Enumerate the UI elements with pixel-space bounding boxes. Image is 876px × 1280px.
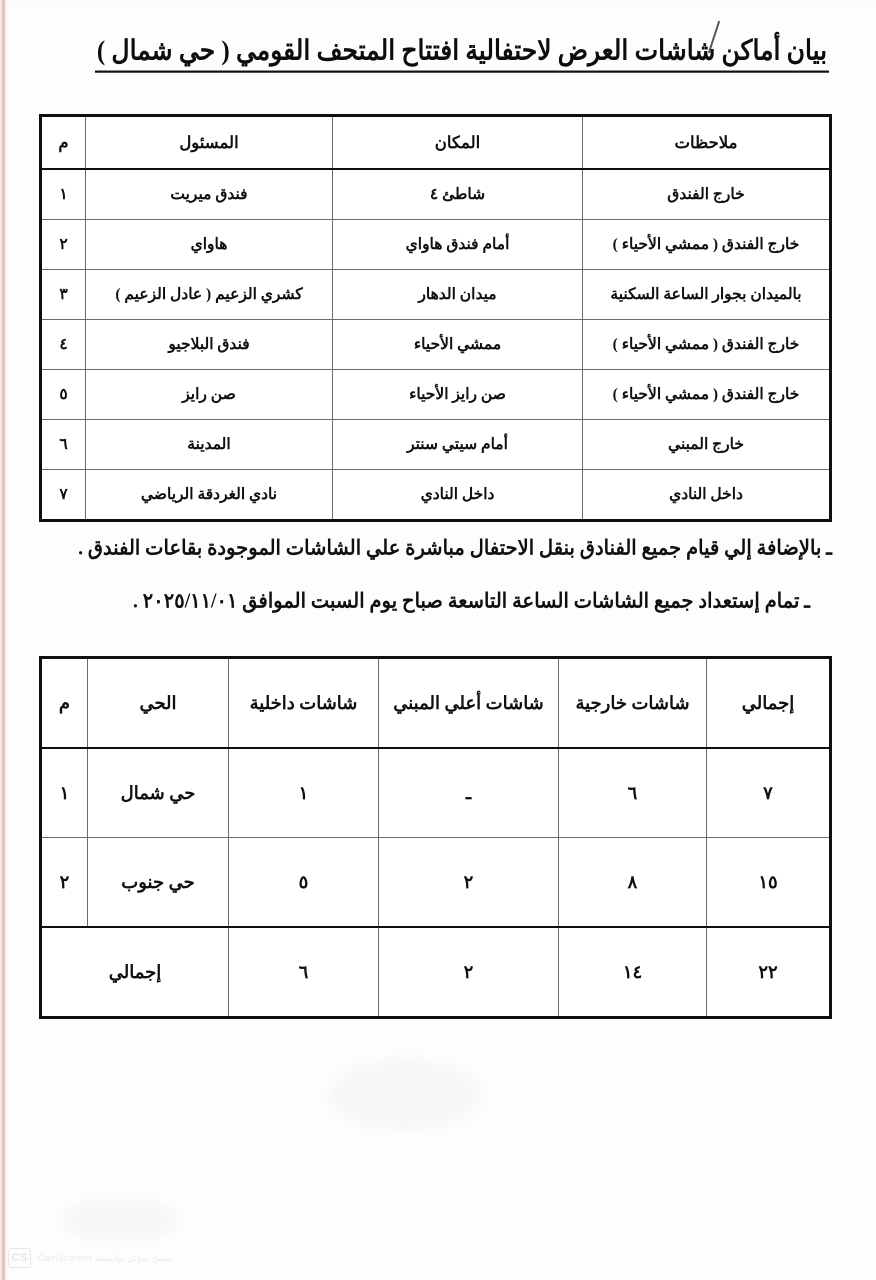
column-header-outer-screens: شاشات خارجية xyxy=(559,658,707,749)
cell-place: ميدان الدهار xyxy=(333,270,583,320)
table-row xyxy=(41,169,831,220)
summary-header-row xyxy=(41,658,831,749)
cell-notes: داخل النادي xyxy=(583,470,831,521)
cell-total: ٢٢ xyxy=(707,927,831,1018)
cell-total: ٧ xyxy=(707,748,831,838)
column-header-number: م xyxy=(41,658,88,749)
table-row xyxy=(41,220,831,270)
cell-place: أمام سيتي سنتر xyxy=(333,420,583,470)
page-title: بيان أماكن شاشات العرض لاحتفالية افتتاح المتحف القومي ( حي شمال ) xyxy=(95,34,829,73)
column-header-responsible: المسئول xyxy=(86,116,333,170)
note-line-readiness-time: ـ تمام إستعداد جميع الشاشات الساعة التاسعة صباح يوم السبت الموافق ٢٠٢٥/١١/٠١ . xyxy=(133,590,810,613)
column-header-number: م xyxy=(41,116,86,170)
table-header-row xyxy=(41,116,831,170)
notes-section xyxy=(40,534,832,641)
column-header-notes: ملاحظات xyxy=(583,116,831,170)
cell-number: ٢ xyxy=(41,220,86,270)
cell-total: ١٥ xyxy=(707,838,831,928)
table-row xyxy=(41,838,831,928)
cell-number: ٤ xyxy=(41,320,86,370)
column-header-inner-screens: شاشات داخلية xyxy=(229,658,379,749)
camscanner-watermark-text: CamScanner بمسح ضوئي بواسطة xyxy=(38,1252,174,1263)
table-row xyxy=(41,320,831,370)
cell-place: صن رايز الأحياء xyxy=(333,370,583,420)
table-row xyxy=(41,270,831,320)
cell-rooftop-screens: ٢ xyxy=(379,927,559,1018)
cell-number: ٧ xyxy=(41,470,86,521)
cell-responsible: نادي الغردقة الرياضي xyxy=(86,470,333,521)
cell-notes: بالميدان بجوار الساعة السكنية xyxy=(583,270,831,320)
cell-number: ١ xyxy=(41,748,88,838)
column-header-place: المكان xyxy=(333,116,583,170)
cell-rooftop-screens: ٢ xyxy=(379,838,559,928)
cell-responsible: المدينة xyxy=(86,420,333,470)
camscanner-badge-icon: CS xyxy=(8,1248,31,1268)
cell-responsible: هاواي xyxy=(86,220,333,270)
cell-responsible: صن رايز xyxy=(86,370,333,420)
table-total-row xyxy=(41,927,831,1018)
cell-number: ٣ xyxy=(41,270,86,320)
note-line-hotels-broadcast: ـ بالإضافة إلي قيام جميع الفنادق بنقل الاحتفال مباشرة علي الشاشات الموجودة بقاعات الفندق . xyxy=(78,537,832,560)
cell-number: ٦ xyxy=(41,420,86,470)
cell-outer-screens: ٦ xyxy=(559,748,707,838)
cell-place: ممشي الأحياء xyxy=(333,320,583,370)
cell-responsible: فندق البلاجيو xyxy=(86,320,333,370)
column-header-district: الحي xyxy=(88,658,229,749)
column-header-rooftop-screens: شاشات أعلي المبني xyxy=(379,658,559,749)
cell-notes: خارج الفندق xyxy=(583,169,831,220)
cell-total-label: إجمالي xyxy=(41,927,229,1018)
cell-notes: خارج الفندق ( ممشي الأحياء ) xyxy=(583,370,831,420)
cell-place: داخل النادي xyxy=(333,470,583,521)
table-row xyxy=(41,420,831,470)
cell-responsible: كشري الزعيم ( عادل الزعيم ) xyxy=(86,270,333,320)
cell-outer-screens: ٨ xyxy=(559,838,707,928)
scan-smudge xyxy=(330,1060,480,1130)
scan-smudge xyxy=(60,1200,180,1240)
cell-rooftop-screens: ـ xyxy=(379,748,559,838)
screens-summary-table xyxy=(39,656,832,1019)
page-title-container xyxy=(92,36,832,71)
table-row xyxy=(41,470,831,521)
cell-inner-screens: ٥ xyxy=(229,838,379,928)
cell-notes: خارج المبني xyxy=(583,420,831,470)
cell-notes: خارج الفندق ( ممشي الأحياء ) xyxy=(583,320,831,370)
cell-notes: خارج الفندق ( ممشي الأحياء ) xyxy=(583,220,831,270)
cell-inner-screens: ٦ xyxy=(229,927,379,1018)
table-row xyxy=(41,748,831,838)
cell-inner-screens: ١ xyxy=(229,748,379,838)
cell-place: شاطئ ٤ xyxy=(333,169,583,220)
cell-district: حي شمال xyxy=(88,748,229,838)
cell-district: حي جنوب xyxy=(88,838,229,928)
cell-number: ٢ xyxy=(41,838,88,928)
screens-locations-table xyxy=(39,114,832,522)
cell-outer-screens: ١٤ xyxy=(559,927,707,1018)
camscanner-watermark xyxy=(8,1248,173,1268)
cell-number: ٥ xyxy=(41,370,86,420)
cell-place: أمام فندق هاواي xyxy=(333,220,583,270)
cell-number: ١ xyxy=(41,169,86,220)
table-row xyxy=(41,370,831,420)
cell-responsible: فندق ميريت xyxy=(86,169,333,220)
column-header-total: إجمالي xyxy=(707,658,831,749)
